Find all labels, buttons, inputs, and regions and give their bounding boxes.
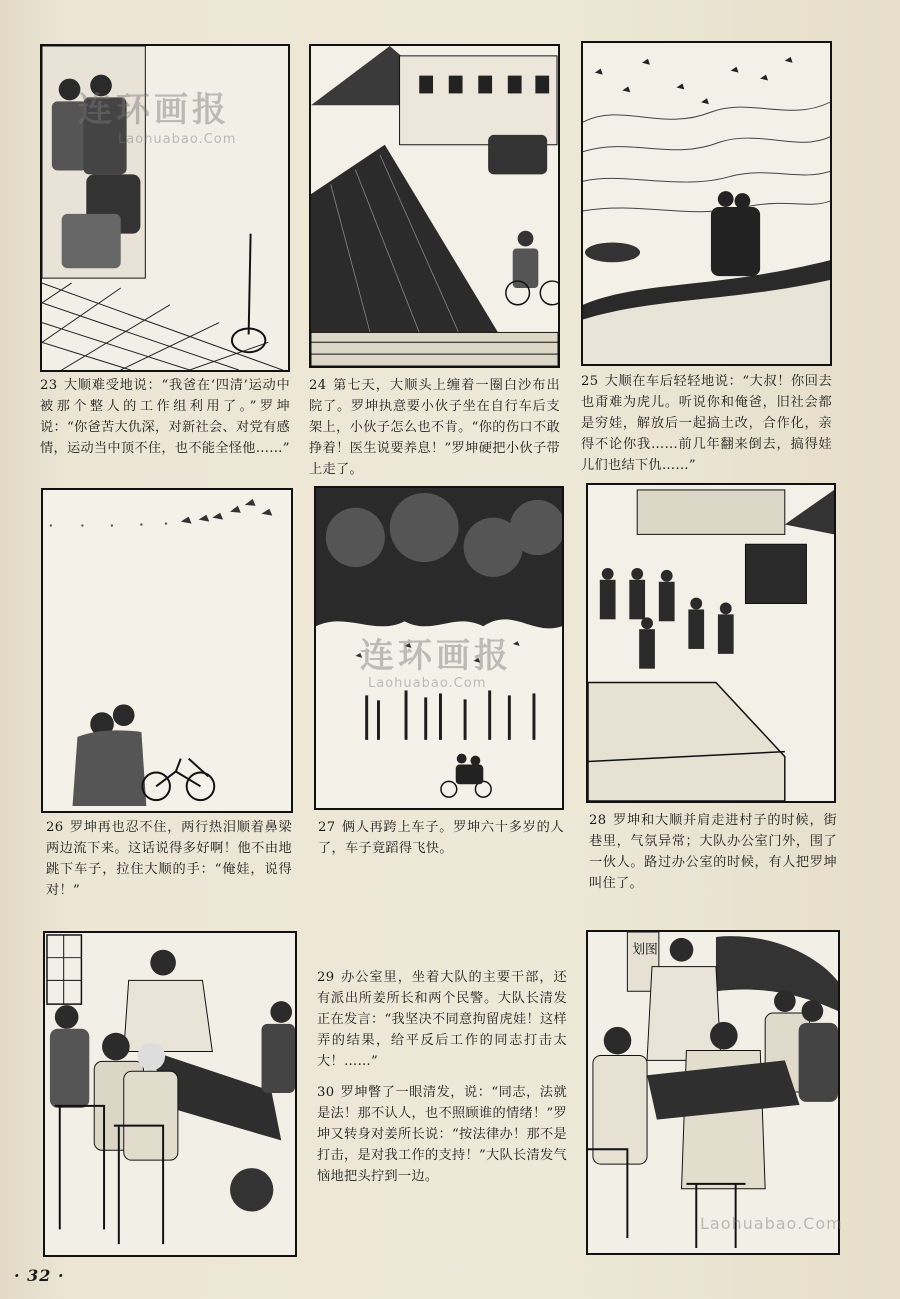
- panel-26-illustration: [41, 488, 293, 813]
- watermark-brand-middle: 连环画报: [360, 636, 512, 676]
- caption-number: 26: [46, 820, 64, 835]
- caption-25: [581, 371, 832, 476]
- watermark-site-top: Laohuabao.Com: [118, 132, 237, 147]
- caption-26: [46, 817, 292, 901]
- watermark-brand-top: 连环画报: [78, 90, 230, 130]
- panel-31-illustration: [586, 930, 840, 1255]
- caption-28: [589, 810, 837, 894]
- panel-23-illustration: [40, 44, 290, 372]
- caption-29: [317, 967, 567, 1072]
- caption-text: 第七天，大顺头上缠着一圈白沙布出院了。罗坤执意要小伙子坐在自行车后支架上，小伙子怎么也不肯。“你的伤口不敢挣着！医生说要养息！”罗坤硬把小伙子带上走了。: [309, 378, 560, 477]
- panel-27-illustration: [314, 486, 564, 810]
- caption-text: 大顺难受地说：“我爸在‘四清’运动中被那个整人的工作组利用了。”罗坤说：“你爸苦大仇深，对新社会、对党有感情，运动当中顶不住，也不能全怪他……”: [40, 378, 290, 456]
- caption-text: 罗坤和大顺并肩走进村子的时候，街巷里，气氛异常；大队办公室门外，围了一伙人。路过办公室的时候，有人把罗坤叫住了。: [589, 813, 837, 891]
- panel-sign-text: 划图: [632, 942, 658, 958]
- page-number: · 32 ·: [14, 1266, 65, 1285]
- caption-number: 28: [589, 813, 607, 828]
- caption-30: [317, 1082, 567, 1187]
- caption-24: [309, 375, 560, 480]
- caption-number: 27: [318, 820, 336, 835]
- caption-number: 24: [309, 378, 327, 393]
- panel-28-illustration: [586, 483, 836, 803]
- caption-number: 29: [317, 970, 335, 985]
- caption-text: 俩人再跨上车子。罗坤六十多岁的人了，车子竟蹈得飞快。: [318, 820, 564, 856]
- caption-text: 罗坤瞥了一眼清发，说：“同志，法就是法！那不认人，也不照顾谁的情绪！”罗坤又转身对姜所长说：“按法律办！那不是打击，是对我工作的支持！”大队长清发气恼地把头拧到一边。: [317, 1085, 567, 1184]
- panel-25-illustration: [581, 41, 832, 366]
- watermark-site-middle: Laohuabao.Com: [368, 676, 487, 691]
- caption-number: 30: [317, 1085, 335, 1100]
- panel-24-illustration: [309, 44, 560, 368]
- caption-text: 罗坤再也忍不住，两行热泪顺着鼻梁两边流下来。这话说得多好啊！他不由地跳下车子，拉住大顺的手：“俺娃，说得对！”: [46, 820, 292, 898]
- caption-number: 25: [581, 374, 599, 389]
- watermark-site-bottom: Laohuabao.Com: [700, 1214, 843, 1233]
- caption-23: [40, 375, 290, 459]
- panel-29-illustration: [43, 931, 297, 1257]
- caption-text: 办公室里，坐着大队的主要干部，还有派出所姜所长和两个民警。大队长清发正在发言：“我坚决不同意拘留虎娃！这样弄的结果，给平反后工作的同志打击太大！……”: [317, 970, 567, 1069]
- caption-27: [318, 817, 564, 859]
- caption-text: 大顺在车后轻轻地说：“大叔！你回去也甭难为虎儿。听说你和俺爸，旧社会都是穷娃，解放后一起搞土改，合作化，亲得不论你我……前几年翻来倒去，搞得娃儿们也结下仇……”: [581, 374, 832, 473]
- caption-number: 23: [40, 378, 58, 393]
